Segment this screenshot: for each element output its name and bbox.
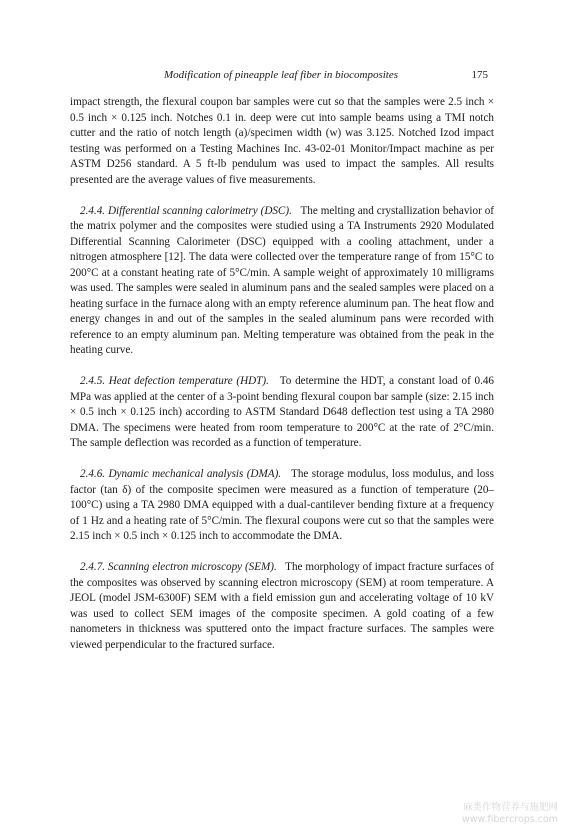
intro-paragraph: impact strength, the flexural coupon bar samples were cut so that the samples were 2.5 inch × 0.5 inch × 0.125 inch. Notches 0.1 in. deep were cut into sample beams using a TMI notch cutter and the ratio of notch length (a)/specimen width (w) was 3.125. Notched Izod impact testing was performed on a Testing Machines Inc. 43-02-01 Monitor/Impact machine as per ASTM D256 standard. A 5 ft-lb pendulum was used to impact the samples. All results presented are the average values of five measurements. xyxy=(70,96,494,186)
section-body-hdt: To determine the HDT, a constant load of 0.46 MPa was applied at the center of a 3-point bending flexural coupon bar sample (size: 2.15 inch × 0.5 inch × 0.125 inch) according to ASTM Standard D648 deflection test using a TA 2980 DMA. The specimens were heated from room temperature to 200°C at the rate of 2°C/min. The sample deflection was recorded as a function of temperature. xyxy=(70,375,494,449)
section-body-sem: The morphology of impact fracture surfaces of the composites was observed by scanning electron microscopy (SEM) at room temperature. A JEOL (model JSM-6300F) SEM with a field emission gun and accelerating voltage of 10 kV was used to collect SEM images of the composite specimen. A gold coating of a few nanometers in thickness was sputtered onto the impact fracture surfaces. The samples were viewed perpendicular to the fractured surface. xyxy=(70,561,495,651)
section-sem xyxy=(70,560,494,653)
section-heading-dma: 2.4.6. Dynamic mechanical analysis (DMA). xyxy=(80,468,282,480)
section-heading-sem: 2.4.7. Scanning electron microscopy (SEM). xyxy=(80,561,277,573)
watermark xyxy=(462,802,558,826)
section-body-dsc: The melting and crystallization behavior of the matrix polymer and the composites were studied using a TA Instruments 2920 Modulated Differential Scanning Calorimeter (DSC) equipped with a cooling attachment, under a nitrogen atmosphere [12]. The data were collected over the temperature range of from 15°C to 200°C at a constant heating rate of 5°C/min. A sample weight of approximately 10 milligrams was used. The samples were sealed in aluminum pans and the sealed samples were placed on a heating surface in the furnace along with an empty reference aluminum pan. The heat flow and energy changes in and out of the samples in the sealed aluminum pans were recorded with reference to an empty aluminum pan. Melting temperature was obtained from the peak in the heating curve. xyxy=(70,204,494,356)
section-body-dma: The storage modulus, loss modulus, and loss factor (tan δ) of the composite specimen were measured as a function of temperature (20–100°C) using a TA 2980 DMA equipped with a dual-cantilever bending fixture at a frequency of 1 Hz and a heating rate of 5°C/min. The flexural coupons were cut so that the samples were 2.15 inch × 0.5 inch × 0.125 inch to accommodate the DMA. xyxy=(70,468,494,542)
page-number: 175 xyxy=(471,69,488,81)
running-header xyxy=(70,66,492,84)
section-dma xyxy=(70,467,494,545)
watermark-site-name: 麻类作物营养与施肥网 xyxy=(462,802,558,813)
section-hdt xyxy=(70,374,494,452)
watermark-url: www.fibercrops.com xyxy=(461,814,558,825)
body-text xyxy=(70,95,494,653)
section-heading-dsc: 2.4.4. Differential scanning calorimetry (DSC). xyxy=(80,204,292,217)
running-title: Modification of pineapple leaf fiber in biocomposites xyxy=(163,69,399,81)
section-dsc xyxy=(70,204,494,359)
section-heading-hdt: 2.4.5. Heat defection temperature (HDT). xyxy=(80,375,269,387)
